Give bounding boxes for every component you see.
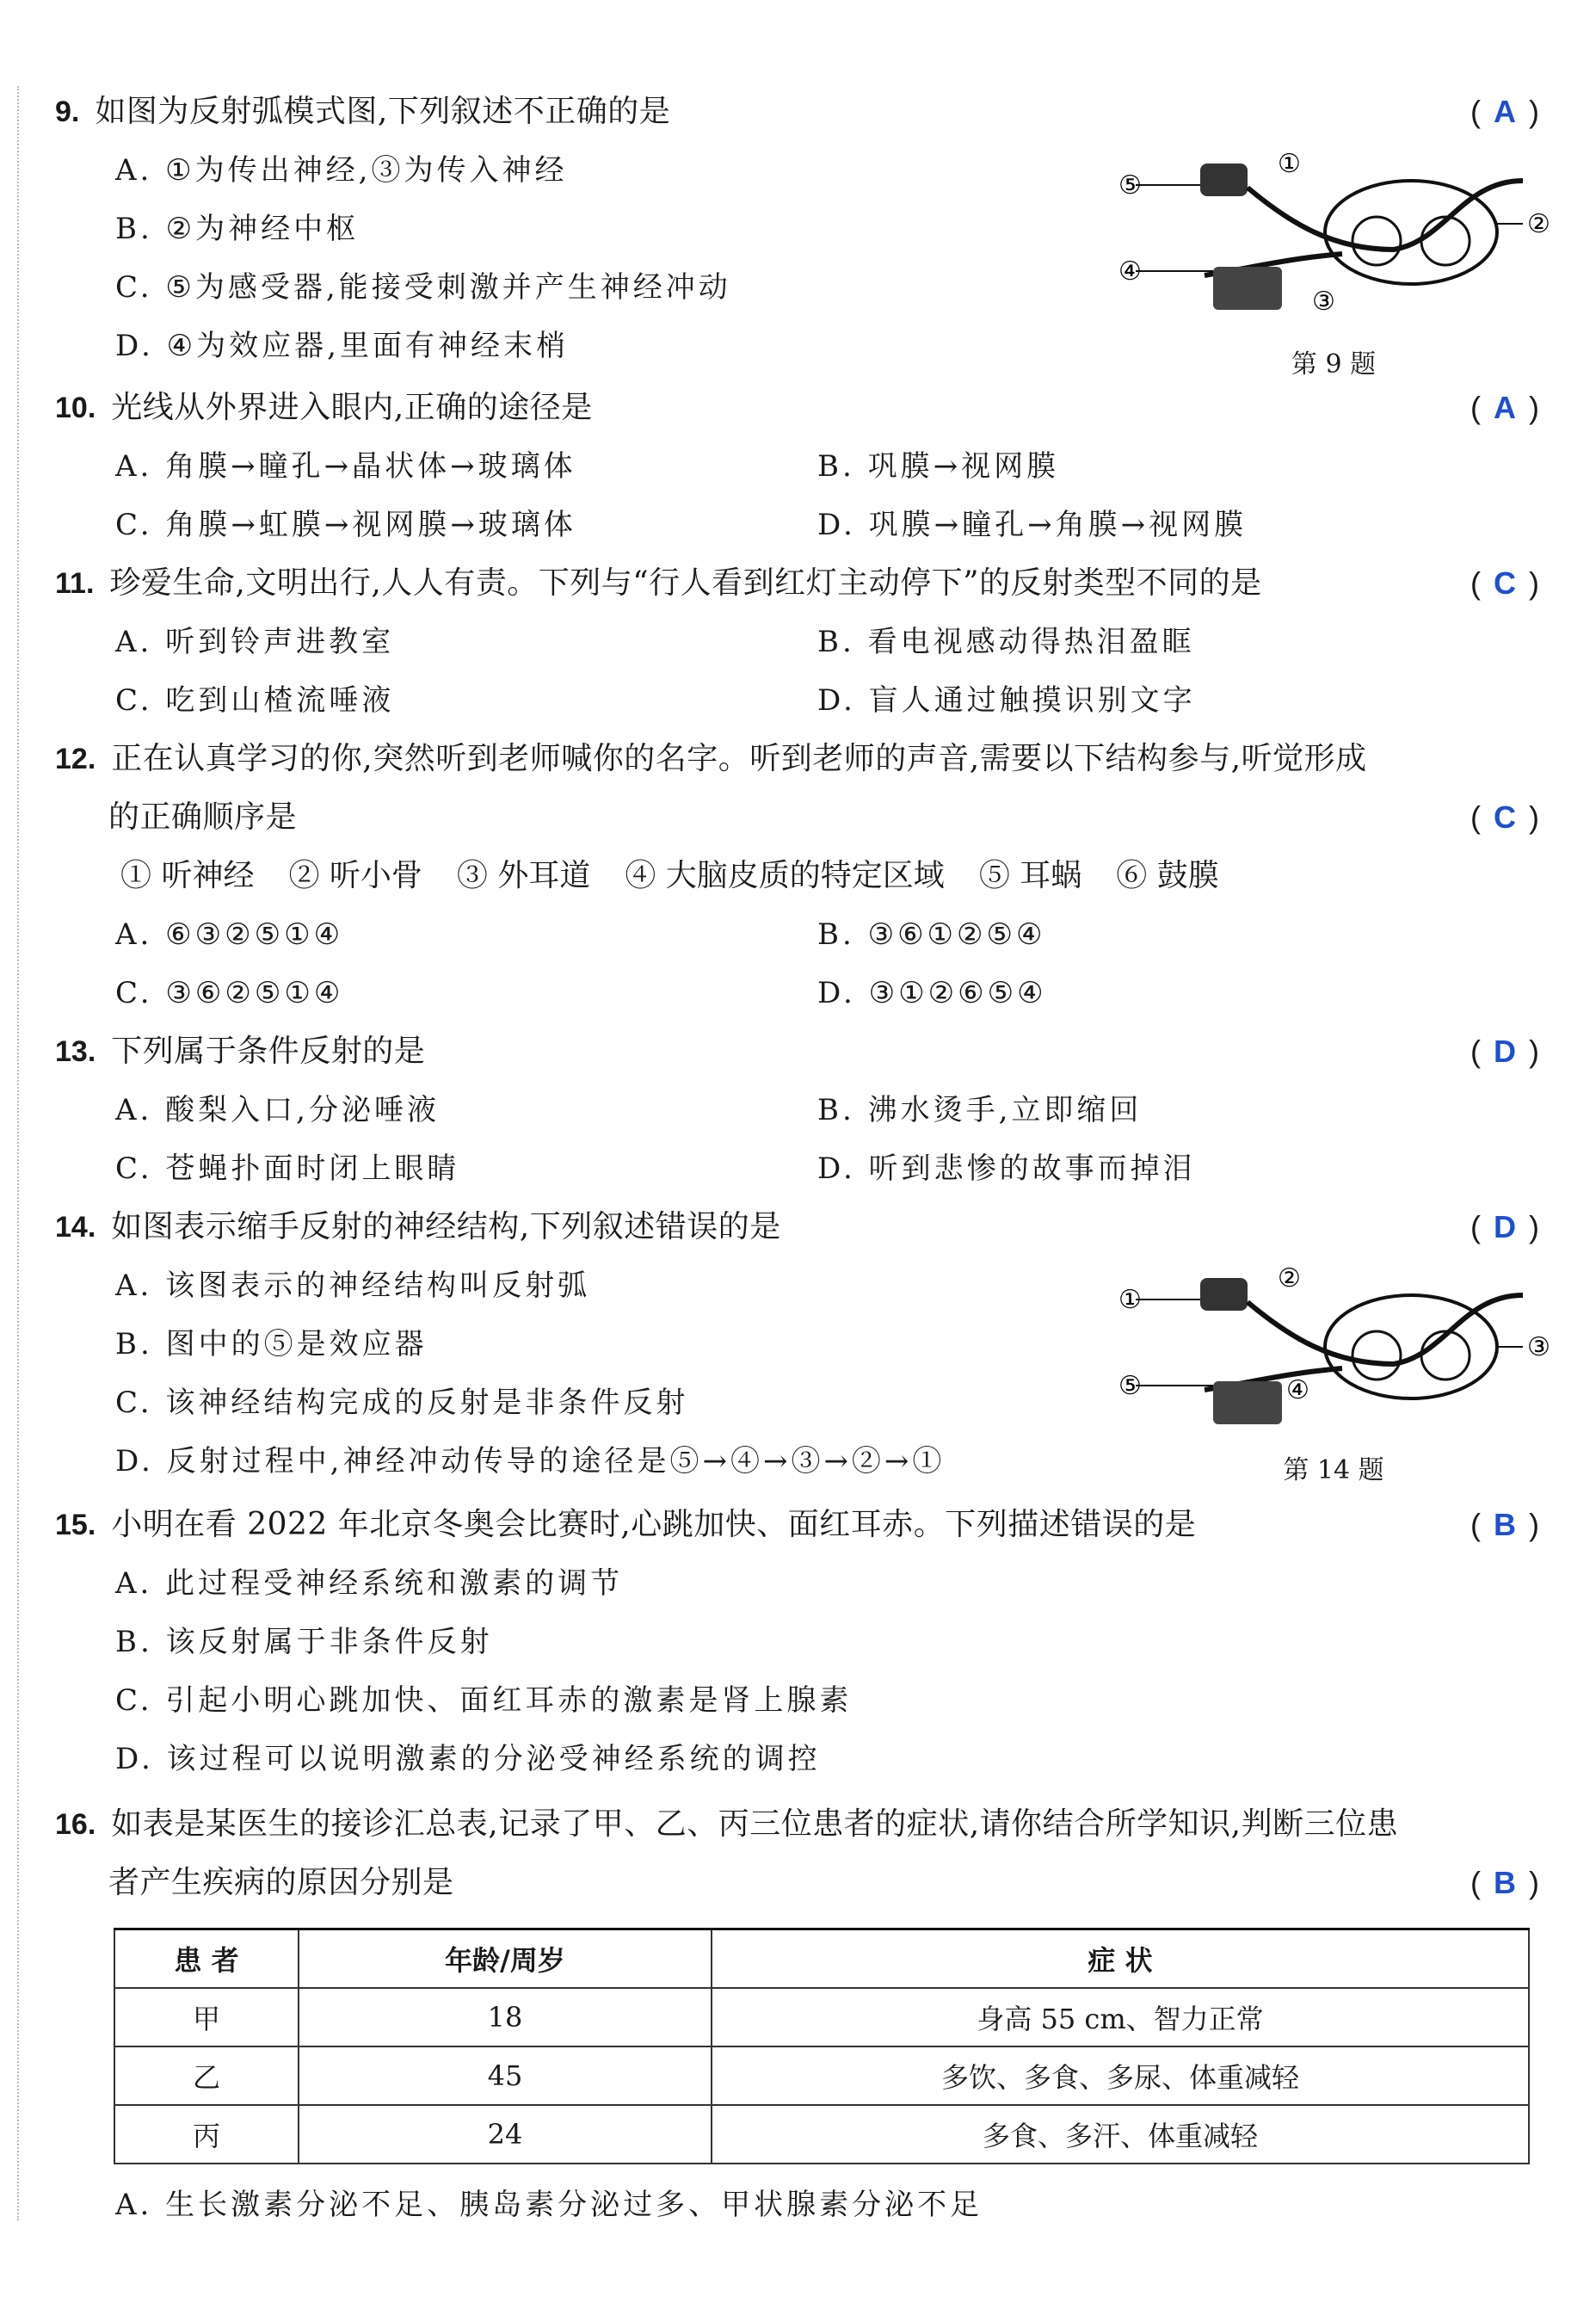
question-number: 12.	[55, 743, 96, 775]
answer-letter: C	[1494, 799, 1516, 835]
figure-label: ⑤	[1118, 1371, 1142, 1401]
answer-box: ( D )	[1470, 1022, 1539, 1081]
answer-box: ( B )	[1470, 1496, 1539, 1554]
question-10	[55, 379, 1539, 554]
question-stem: 下列属于条件反射的是	[111, 1034, 426, 1069]
question-stem: 如图为反射弧模式图,下列叙述不正确的是	[95, 94, 671, 129]
answer-box: ( A )	[1470, 379, 1539, 437]
question-number: 15.	[55, 1509, 96, 1541]
question-stem-continued: 的正确顺序是	[108, 799, 298, 835]
option-row: A. ⑥③②⑤①④ B. ③⑥①②⑤④	[115, 917, 1046, 952]
figure-label: ③	[1312, 287, 1335, 317]
option-d: D. 该过程可以说明激素的分泌受神经系统的调控	[115, 1742, 821, 1776]
question-number: 9.	[55, 96, 80, 128]
question-number: 13.	[55, 1035, 96, 1068]
answer-box: ( C )	[1470, 554, 1539, 613]
figure-label: ①	[1278, 149, 1301, 179]
option-row: C. 苍蝇扑面时闭上眼睛 D. 听到悲惨的故事而掉泪	[115, 1151, 1196, 1186]
question-16	[55, 1795, 1539, 1912]
answer-letter: D	[1494, 1209, 1516, 1244]
patient-table	[114, 1928, 1530, 2164]
answer-box: ( C )	[1470, 788, 1539, 847]
option-row: C. 吃到山楂流唾液 D. 盲人通过触摸识别文字	[115, 683, 1196, 718]
question-stem: 正在认真学习的你,突然听到老师喊你的名字。听到老师的声音,需要以下结构参与,听觉形成	[111, 741, 1367, 776]
question-12	[55, 730, 1539, 1022]
table-row: 丙 24 多食、多汗、体重减轻	[114, 2105, 1529, 2164]
table-header: 患 者	[114, 1929, 299, 1989]
answer-box: ( A )	[1470, 83, 1539, 141]
table-row: 乙 45 多饮、多食、多尿、体重减轻	[114, 2046, 1529, 2105]
question-stem: 珍爱生命,文明出行,人人有责。下列与“行人看到红灯主动停下”的反射类型不同的是	[109, 565, 1262, 601]
option-row: A. 酸梨入口,分泌唾液 B. 沸水烫手,立即缩回	[115, 1093, 1143, 1127]
option-b: B. 图中的⑤是效应器	[115, 1327, 428, 1361]
reflex-arc-figure-14	[1118, 1261, 1566, 1450]
table-header: 症 状	[712, 1929, 1529, 1989]
answer-box: ( B )	[1470, 1854, 1539, 1912]
question-15	[55, 1496, 1539, 1788]
option-a: A. 生长激素分泌不足、胰岛素分泌过多、甲状腺素分泌不足	[115, 2188, 983, 2222]
question-stem: 如图表示缩手反射的神经结构,下列叙述错误的是	[111, 1209, 781, 1244]
option-b: B. ②为神经中枢	[115, 212, 360, 246]
question-stem-continued: 者产生疾病的原因分别是	[108, 1865, 454, 1900]
figure-label: ③	[1527, 1332, 1550, 1362]
option-row: C. ③⑥②⑤①④ D. ③①②⑥⑤④	[115, 976, 1047, 1010]
option-row: C. 角膜→虹膜→视网膜→玻璃体 D. 巩膜→瞳孔→角膜→视网膜	[115, 508, 1248, 542]
figure-label: ①	[1118, 1285, 1142, 1315]
option-d: D. ④为效应器,里面有神经末梢	[115, 329, 569, 363]
question-11	[55, 554, 1539, 730]
question-number: 11.	[55, 567, 95, 600]
answer-letter: B	[1494, 1507, 1516, 1542]
answer-letter: C	[1494, 565, 1516, 601]
question-number: 14.	[55, 1211, 96, 1244]
option-a: A. ①为传出神经,③为传入神经	[115, 153, 568, 188]
question-16-options	[55, 2176, 1539, 2234]
answer-letter: A	[1494, 390, 1516, 425]
figure-caption: 第 9 题	[1291, 349, 1377, 380]
option-d: D. 反射过程中,神经冲动传导的途径是⑤→④→③→②→①	[115, 1444, 946, 1479]
margin-guide-line	[17, 86, 19, 2220]
question-number: 16.	[55, 1808, 96, 1841]
option-row: A. 角膜→瞳孔→晶状体→玻璃体 B. 巩膜→视网膜	[115, 449, 1060, 484]
table-header-row	[114, 1929, 1529, 1989]
structure-list: ① 听神经 ② 听小骨 ③ 外耳道 ④ 大脑皮质的特定区域 ⑤ 耳蜗 ⑥ 鼓膜	[120, 858, 1219, 893]
figure-label: ⑤	[1118, 170, 1142, 201]
question-stem: 如表是某医生的接诊汇总表,记录了甲、乙、丙三位患者的症状,请你结合所学知识,判断三位患	[111, 1806, 1399, 1842]
option-c: C. 该神经结构完成的反射是非条件反射	[115, 1386, 689, 1420]
figure-caption: 第 14 题	[1283, 1455, 1384, 1485]
option-a: A. 该图表示的神经结构叫反射弧	[115, 1269, 591, 1303]
figure-label: ④	[1118, 256, 1142, 287]
option-row: A. 听到铃声进教室 B. 看电视感动得热泪盈眶	[115, 625, 1195, 659]
option-a: A. 此过程受神经系统和激素的调节	[115, 1566, 624, 1601]
figure-label: ②	[1278, 1263, 1301, 1293]
option-b: B. 该反射属于非条件反射	[115, 1625, 493, 1659]
answer-letter: D	[1494, 1034, 1516, 1069]
answer-letter: B	[1494, 1865, 1516, 1900]
figure-label: ④	[1286, 1375, 1309, 1405]
reflex-arc-figure-9	[1118, 146, 1566, 336]
question-number: 10.	[55, 392, 96, 424]
table-header: 年龄/周岁	[299, 1929, 712, 1989]
question-stem: 小明在看 2022 年北京冬奥会比赛时,心跳加快、面红耳赤。下列描述错误的是	[111, 1507, 1197, 1542]
question-stem: 光线从外界进入眼内,正确的途径是	[111, 390, 593, 425]
answer-letter: A	[1494, 94, 1516, 129]
table-row: 甲 18 身高 55 cm、智力正常	[114, 1988, 1529, 2046]
option-c: C. 引起小明心跳加快、面红耳赤的激素是肾上腺素	[115, 1683, 853, 1718]
question-13	[55, 1022, 1539, 1198]
answer-box: ( D )	[1470, 1198, 1539, 1256]
figure-label: ②	[1527, 209, 1550, 239]
option-c: C. ⑤为感受器,能接受刺激并产生神经冲动	[115, 270, 731, 305]
